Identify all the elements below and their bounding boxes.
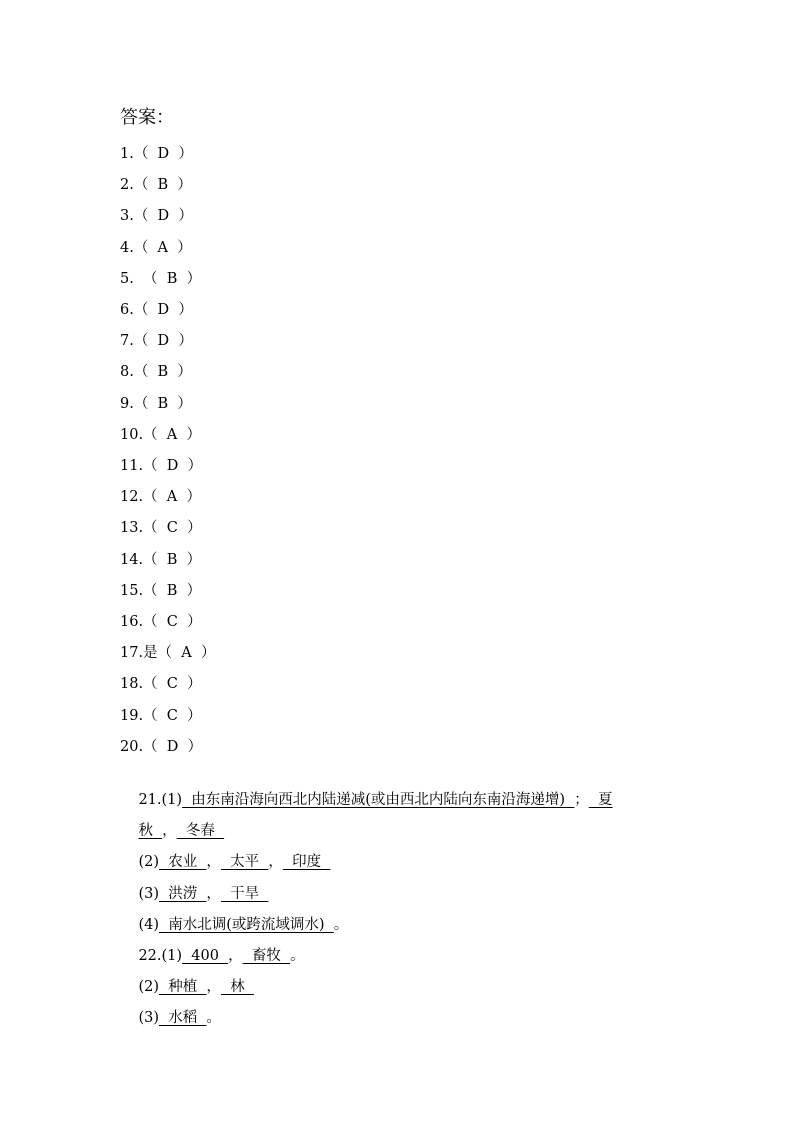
q22-1-separator: ，	[228, 948, 243, 964]
answer-title: 答案：	[120, 107, 174, 128]
answer-19: 19.（ C ）	[120, 708, 202, 724]
q21-2-blank-agriculture: 农业	[158, 854, 207, 870]
q21-4-blank-water-transfer: 南水北调(或跨流域调水)	[158, 917, 334, 933]
answer-14: 14.（ B ）	[120, 552, 202, 568]
q21-4-end: 。	[333, 917, 349, 933]
q21-3-label: (3)	[138, 886, 159, 902]
q21-1-separator: ；	[574, 792, 589, 808]
answer-9: 9.（ B ）	[120, 396, 192, 412]
q21-3-blank-flood: 洪涝	[158, 886, 207, 902]
q21-2-separator-1: ，	[206, 854, 221, 870]
q21-4-label: (4)	[138, 917, 159, 933]
q22-2-separator: ，	[206, 979, 221, 995]
answer-17: 17.是（ A ）	[120, 645, 216, 661]
answer-8: 8.（ B ）	[120, 364, 192, 380]
q21-2-blank-pacific: 太平	[220, 854, 269, 870]
answer-22-part3	[120, 985, 221, 1051]
answer-3: 3.（ D ）	[120, 208, 193, 224]
q22-3-label: (3)	[138, 1010, 159, 1026]
q21-1-blank-distribution: 由东南沿海向西北内陆递减(或由西北内陆向东南沿海递增)	[182, 792, 575, 808]
q21-2-blank-india: 印度	[282, 854, 331, 870]
answer-1: 1.（ D ）	[120, 146, 193, 162]
q22-2-label: (2)	[138, 979, 159, 995]
q22-2-blank-planting: 种植	[158, 979, 207, 995]
q21-1-blank-season-start: 夏	[588, 792, 613, 808]
q21-2-separator-2: ，	[268, 854, 283, 870]
q22-1-blank-livestock: 畜牧	[242, 948, 291, 964]
answer-12: 12.（ A ）	[120, 489, 201, 505]
answer-16: 16.（ C ）	[120, 614, 202, 630]
answer-7: 7.（ D ）	[120, 333, 193, 349]
q21-1-blank-winter-spring: 冬春	[176, 823, 225, 839]
answer-11: 11.（ D ）	[120, 458, 203, 474]
q21-2-label: (2)	[138, 854, 159, 870]
answer-6: 6.（ D ）	[120, 302, 193, 318]
q22-1-end: 。	[290, 948, 305, 964]
answer-10: 10.（ A ）	[120, 427, 201, 443]
q21-1-label: 21.(1)	[138, 792, 183, 808]
q22-2-blank-forest: 林	[220, 979, 254, 995]
answer-18: 18.（ C ）	[120, 676, 202, 692]
q22-3-end: 。	[206, 1010, 221, 1026]
q21-3-blank-drought: 干旱	[220, 886, 269, 902]
q22-1-label: 22.(1)	[138, 948, 183, 964]
answer-2: 2.（ B ）	[120, 177, 192, 193]
answer-15: 15.（ B ）	[120, 583, 202, 599]
q22-3-blank-rice: 水稻	[158, 1010, 207, 1026]
q21-3-separator: ，	[206, 886, 221, 902]
q22-1-blank-400: 400	[182, 948, 229, 964]
answer-5: 5. （ B ）	[120, 271, 202, 287]
q21-1-separator-2: ，	[162, 823, 177, 839]
q21-1-blank-season-end: 秋	[138, 823, 163, 839]
answer-20: 20.（ D ）	[120, 739, 203, 755]
answer-4: 4.（ A ）	[120, 240, 192, 256]
answer-13: 13.（ C ）	[120, 520, 202, 536]
